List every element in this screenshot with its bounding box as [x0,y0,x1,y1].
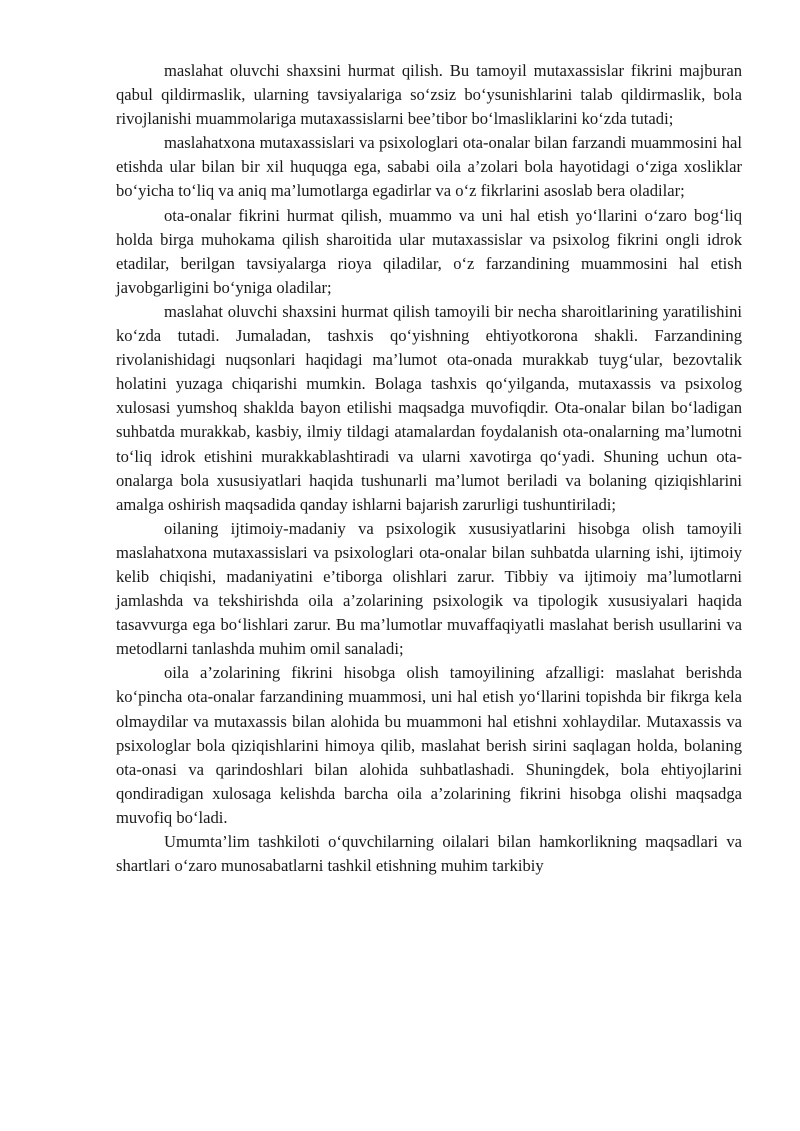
document-page [116,59,742,878]
paragraph-3: ota-onalar fikrini hurmat qilish, muammo va uni hal etish yo‘llarini o‘zaro bog‘liq holda birga muhokama qilish sharoitida ular mutaxassislar va psixolog fikrini ongli idrok etadilar, berilgan tavsiyalarga rioya qiladilar, o‘z farzandining muammosini hal etish javobgarligini bo‘yniga oladilar; [116,205,742,297]
paragraph-4: maslahat oluvchi shaxsini hurmat qilish tamoyili bir necha sharoitlarining yaratilishini ko‘zda tutadi. Jumaladan, tashxis qo‘yishning ehtiyotkorona shakli. Farzandining rivolanishidagi nuqsonlari haqidagi ma’lumot ota-onada murakkab tuyg‘ular, bezovtalik holatini yuzaga chiqarishi mumkin. Bolaga tashxis qo‘yilganda, mutaxassis va psixolog xulosasi yumshoq shaklda bayon etilishi maqsadga muvofiqdir. Ota-onalar bilan bo‘ladigan suhbatda murakkab, kasbiy, ilmiy tildagi atamalardan foydalanish ota-onalarning ma’lumotni to‘liq idrok etishini murakkablashtiradi va ularni xavotirga qo‘yadi. Shuning uchun ota-onalarga bola xususiyatlari haqida tushunarli ma’lumot beriladi va bolaning qiziqishlarini amalga oshirish maqsadida qanday ishlarni bajarish zarurligi tushuntiriladi; [116,301,742,514]
paragraph-6: oila a’zolarining fikrini hisobga olish tamoyilining afzalligi: maslahat berishda ko‘pincha ota-onalar farzandining muammosi, uni hal etish yo‘llarini topishda bir fikrga kela olmaydilar va mutaxassis bilan alohida bu muammoni hal etishni xohlaydilar. Mutaxassis va psixologlar bola qiziqishlarini himoya qilib, maslahat berish sirini saqlagan holda, bolaning ota-onasi va qarindoshlari bilan alohida suhbatlashadi. Shuningdek, bola ehtiyojlarini qondiradigan xulosaga kelishda barcha oila a’zolarining fikrini hisobga olishi maqsadga muvofiq bo‘ladi. [116,663,742,827]
paragraph-5: oilaning ijtimoiy-madaniy va psixologik xususiyatlarini hisobga olish tamoyili maslahatxona mutaxassislari va psixologlari ota-onalar bilan suhbatda ularning ishi, ijtimoiy kelib chiqishi, madaniyatini e’tiborga olishlari zarur. Tibbiy va ijtimoiy ma’lumotlarni jamlashda va tekshirishda oila a’zolarining psixologik va tipologik xususiyalari haqida tasavvurga ega bo‘lishlari zarur. Bu ma’lumotlar muvaffaqiyatli maslahat berish usullarini va metodlarni tanlashda muhim omil sanaladi; [116,518,742,659]
paragraph-7: Umumta’lim tashkiloti o‘quvchilarning oilalari bilan hamkorlikning maqsadlari va shartlari o‘zaro munosabatlarni tashkil etishning muhim tarkibiy [116,832,742,876]
paragraph-1: maslahat oluvchi shaxsini hurmat qilish. Bu tamoyil mutaxassislar fikrini majburan qabul qildirmaslik, ularning tavsiyalariga so‘zsiz bo‘ysunishlarini talab qildirmaslik, bola rivojlanishi muammolariga mutaxassislarni bee’tibor bo‘lmasliklarini ko‘zda tutadi; [116,61,742,129]
paragraph-2: maslahatxona mutaxassislari va psixologlari ota-onalar bilan farzandi muammosini hal etishda ular bilan bir xil huquqga ega, sababi oila a’zolari bola hayotidagi o‘ziga xosliklar bo‘yicha to‘liq va aniq ma’lumotlarga egadirlar va o‘z fikrlarini asoslab bera oladilar; [116,133,742,201]
